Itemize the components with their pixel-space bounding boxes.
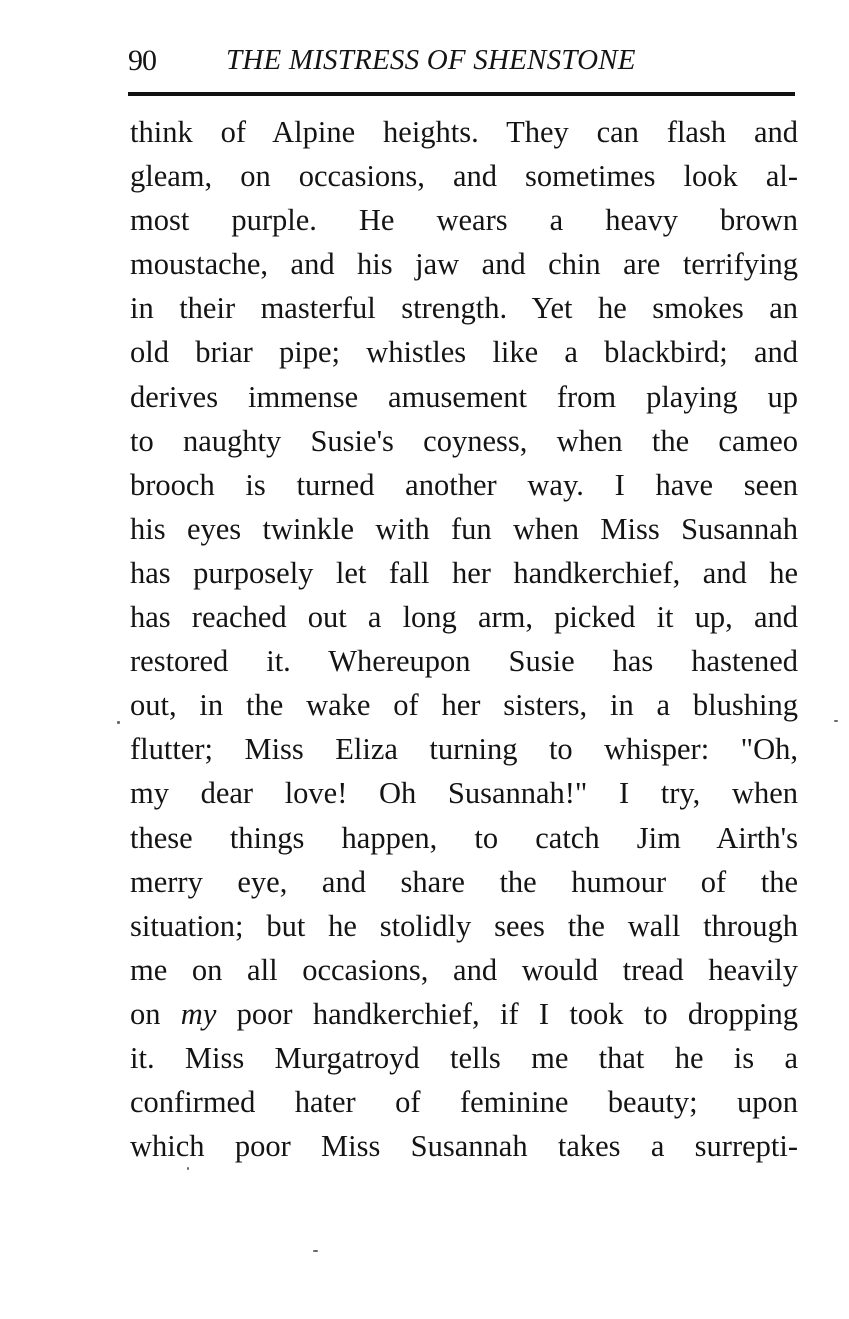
scan-speck (117, 721, 120, 724)
text-line: merry eye, and share the humour of the (130, 864, 798, 899)
text-line: which poor Miss Susannah takes a surrepti- (130, 1129, 798, 1164)
text-line: has reached out a long arm, picked it up, and (130, 600, 798, 635)
emphasized-word: my (180, 996, 217, 1031)
text-line: confirmed hater of feminine beauty; upon (130, 1085, 798, 1120)
text-line: in their masterful strength. Yet he smokes an (130, 291, 798, 326)
book-title: THE MISTRESS OF SHENSTONE (226, 44, 636, 76)
text-line-with-emphasis (130, 992, 798, 1036)
text-line: these things happen, to catch Jim Airth's (130, 820, 798, 855)
text-line: it. Miss Murgatroyd tells me that he is a (130, 1040, 798, 1075)
text-line: derives immense amusement from playing up (130, 379, 798, 414)
text-line: out, in the wake of her sisters, in a blushing (130, 688, 798, 723)
text-line: brooch is turned another way. I have seen (130, 467, 798, 502)
line-segment: on (130, 996, 181, 1031)
line-segment: poor handkerchief, if I took to dropping (216, 996, 798, 1031)
text-line: my dear love! Oh Susannah!" I try, when (130, 776, 798, 811)
running-head (128, 40, 798, 84)
text-line: most purple. He wears a heavy brown (130, 203, 798, 238)
text-line: situation; but he stolidly sees the wall through (130, 908, 798, 943)
header-rule (128, 92, 795, 96)
text-line: old briar pipe; whistles like a blackbird; and (130, 335, 798, 370)
text-line: gleam, on occasions, and sometimes look al- (130, 159, 798, 194)
text-line: think of Alpine heights. They can flash and (130, 115, 798, 149)
text-line: restored it. Whereupon Susie has hastened (130, 644, 798, 679)
scan-speck (187, 1167, 189, 1170)
scan-speck (834, 720, 838, 722)
text-line: moustache, and his jaw and chin are terrifying (130, 247, 798, 282)
scan-speck (313, 1250, 318, 1252)
body-text (130, 110, 798, 1168)
text-line: his eyes twinkle with fun when Miss Susannah (130, 511, 798, 546)
text-line: has purposely let fall her handkerchief, and he (130, 555, 798, 590)
text-line: to naughty Susie's coyness, when the cameo (130, 423, 798, 458)
text-line: me on all occasions, and would tread heavily (130, 952, 798, 987)
page-number: 90 (128, 44, 156, 77)
text-line: flutter; Miss Eliza turning to whisper: "Oh, (130, 732, 798, 767)
